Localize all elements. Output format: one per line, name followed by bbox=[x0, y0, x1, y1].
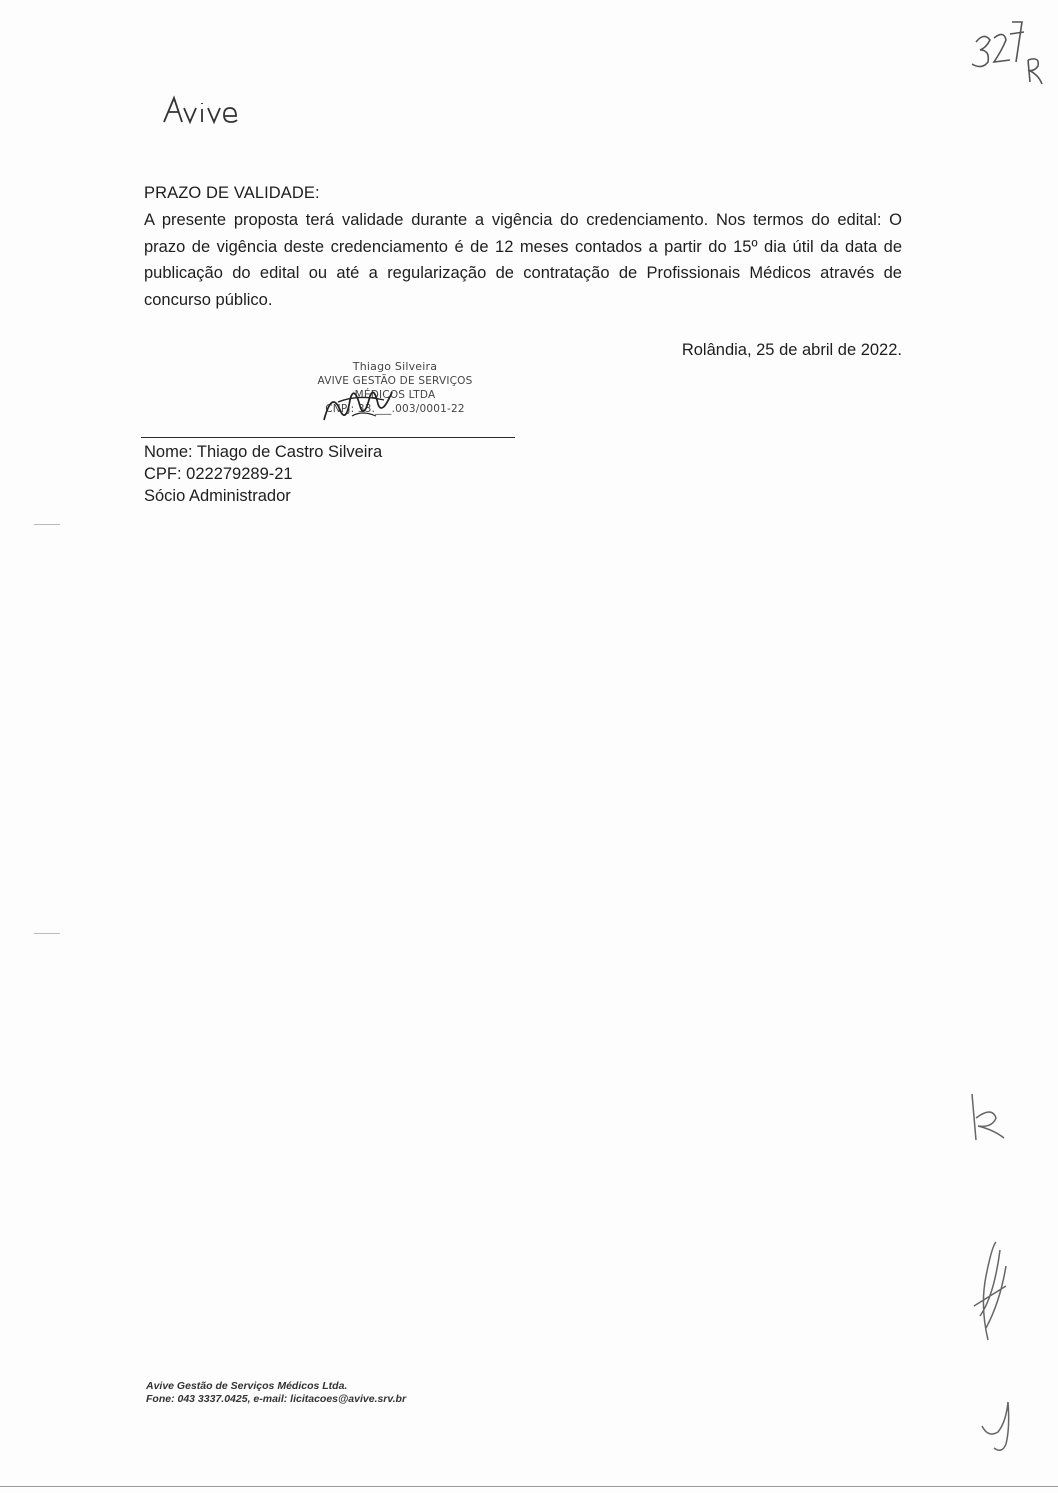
handwritten-page-number bbox=[958, 4, 1054, 94]
stamp-line-1: AVIVE GESTÃO DE SERVIÇOS bbox=[317, 375, 473, 387]
handwritten-initial-3 bbox=[976, 1392, 1026, 1456]
signer-role: Sócio Administrador bbox=[144, 487, 291, 505]
validity-paragraph: A presente proposta terá validade durante a vigência do credenciamento. Nos termos do edital: O prazo de vigência deste credenciamento é de 12 meses contados a partir do 15º dia útil da data de publicação do edital ou até a regularização de contratação de Profissionais Médicos através de concurso público. bbox=[144, 211, 902, 309]
footer-contact: Fone: 043 3337.0425, e-mail: licitacoes@avive.srv.br bbox=[146, 1393, 407, 1405]
avive-logo bbox=[158, 92, 248, 132]
date-line: Rolândia, 25 de abril de 2022. bbox=[681, 341, 902, 359]
footer bbox=[146, 1380, 406, 1406]
handwritten-signature bbox=[318, 380, 398, 426]
scan-mark-bottom bbox=[34, 933, 60, 934]
signer-name: Nome: Thiago de Castro Silveira bbox=[144, 443, 383, 461]
signature-line bbox=[141, 437, 515, 438]
page-bottom-edge bbox=[0, 1486, 1058, 1487]
footer-company: Avive Gestão de Serviços Médicos Ltda. bbox=[146, 1380, 348, 1392]
section-title: PRAZO DE VALIDADE: bbox=[144, 184, 320, 202]
scan-mark-top bbox=[34, 524, 60, 525]
stamp-name: Thiago Silveira bbox=[352, 360, 438, 373]
signer-block bbox=[144, 441, 382, 507]
signer-cpf: CPF: 022279289-21 bbox=[144, 465, 293, 483]
stamp-line-3: CNPJ: 33.___.003/0001-22 bbox=[325, 403, 465, 415]
stamp-line-2: MÉDICOS LTDA bbox=[354, 389, 436, 401]
handwritten-initial-1 bbox=[962, 1088, 1012, 1148]
handwritten-initial-2 bbox=[966, 1236, 1016, 1346]
